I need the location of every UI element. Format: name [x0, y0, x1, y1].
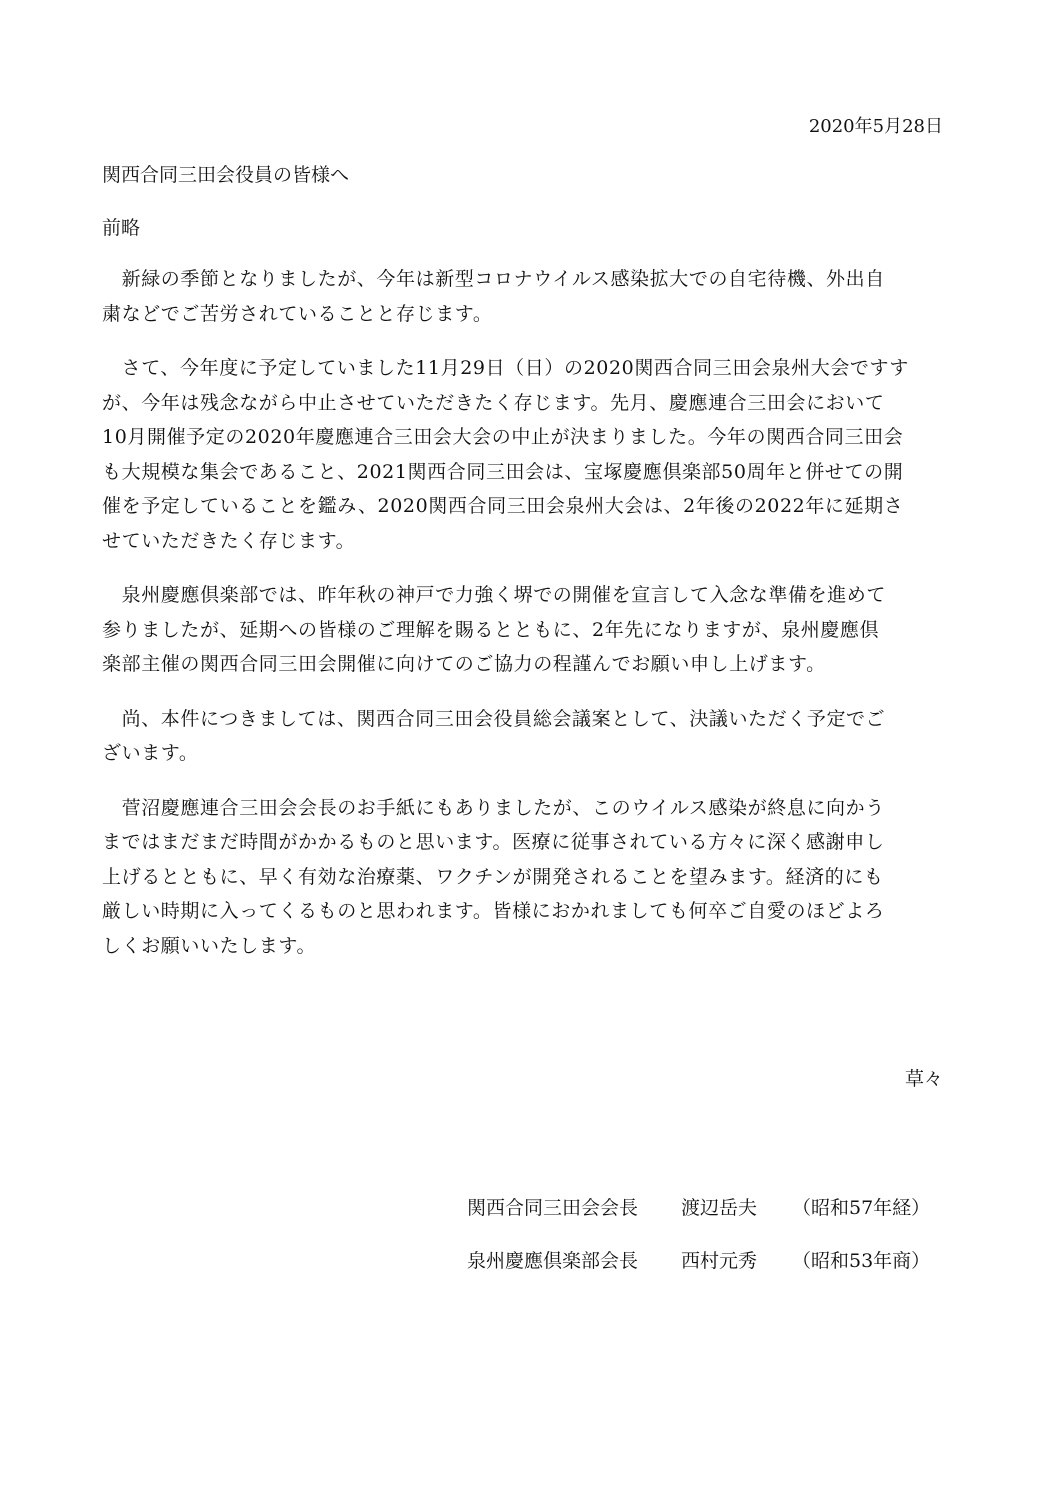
paragraph-line: 参りましたが、延期への皆様のご理解を賜るとともに、2年先になりますが、泉州慶應倶: [102, 618, 880, 641]
signature-title: 泉州慶應倶楽部会長: [467, 1250, 639, 1272]
paragraph-resolution: [102, 702, 957, 771]
signature-graduation: （昭和53年商）: [792, 1250, 931, 1272]
paragraph-line: 新緑の季節となりましたが、今年は新型コロナウイルス感染拡大での自宅待機、外出自: [102, 268, 885, 290]
signature-name: 西村元秀: [681, 1250, 758, 1272]
closing-salutation: 草々: [904, 1068, 943, 1090]
paragraph-request: [102, 578, 957, 682]
paragraph-line: 催を予定していることを鑑み、2020関西合同三田会泉州大会は、2年後の2022年に延期さ: [102, 495, 904, 517]
paragraph-line: 泉州慶應倶楽部では、昨年秋の神戸で力強く堺での開催を宣言して入念な準備を進めて: [102, 584, 887, 606]
paragraph-line: 菅沼慶應連合三田会会長のお手紙にもありましたが、このウイルス感染が終息に向かう: [102, 796, 885, 819]
signature-row: [467, 1247, 967, 1275]
paragraph-cancellation: [102, 351, 957, 558]
paragraph-line: せていただきたく存じます。: [102, 529, 356, 552]
opening-salutation: 前略: [102, 217, 141, 239]
signature-block: [467, 1194, 967, 1300]
letter-body: [102, 262, 957, 983]
paragraph-line: 粛などでご苦労されていることと存じます。: [102, 302, 493, 325]
paragraph-line: も大規模な集会であること、2021関西合同三田会は、宝塚慶應倶楽部50周年と併せての開: [102, 460, 904, 483]
paragraph-line: 楽部主催の関西合同三田会開催に向けてのご協力の程謹んでお願い申し上げます。: [102, 653, 826, 675]
paragraph-line: 尚、本件につきましては、関西合同三田会役員総会議案として、決議いただく予定でご: [102, 707, 886, 730]
paragraph-line: まではまだまだ時間がかかるものと思います。医療に従事されている方々に深く感謝申し: [102, 831, 885, 853]
signature-graduation: （昭和57年経）: [792, 1197, 931, 1219]
paragraph-closing-wishes: [102, 791, 957, 964]
paragraph-line: さて、今年度に予定していました11月29日（日）の2020関西合同三田会泉州大会ですす: [102, 357, 909, 379]
paragraph-greeting: [102, 262, 957, 331]
paragraph-line: ざいます。: [102, 742, 199, 764]
paragraph-line: しくお願いいたします。: [102, 934, 317, 957]
signature-title: 関西合同三田会会長: [467, 1197, 639, 1219]
addressee: 関西合同三田会役員の皆様へ: [102, 164, 350, 186]
paragraph-line: 厳しい時期に入ってくるものと思われます。皆様におかれましても何卒ご自愛のほどよろ: [102, 900, 885, 922]
paragraph-line: 上げるとともに、早く有効な治療薬、ワクチンが開発されることを望みます。経済的にも: [102, 865, 884, 888]
signature-row: [467, 1194, 967, 1222]
letter-date: 2020年5月28日: [808, 116, 943, 137]
paragraph-line: が、今年は残念ながら中止させていただきたく存じます。先月、慶應連合三田会において: [102, 391, 885, 414]
signature-name: 渡辺岳夫: [681, 1197, 758, 1219]
paragraph-line: 10月開催予定の2020年慶應連合三田会大会の中止が決まりました。今年の関西合同三田会: [102, 426, 904, 448]
